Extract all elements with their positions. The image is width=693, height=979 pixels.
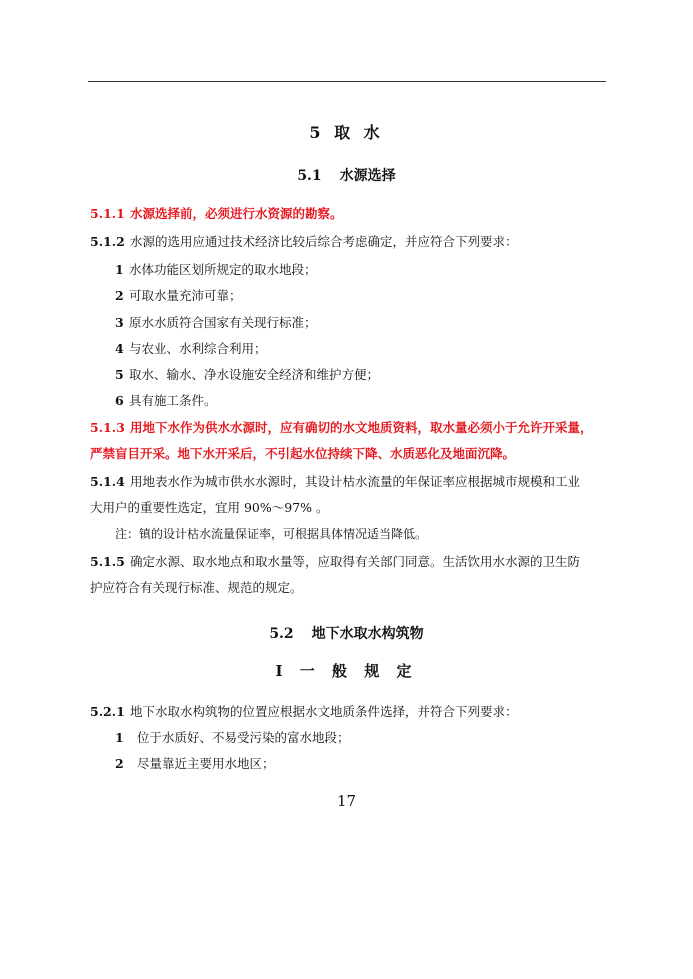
section-heading-5-1 — [0, 165, 693, 185]
section-number: 5.2 — [269, 626, 294, 642]
item-number: 1 — [115, 262, 124, 277]
clause-text: 水源选择前，必须进行水资源的勘察。 — [130, 206, 343, 221]
item-text: 位于水质好、不易受污染的富水地段； — [137, 730, 350, 745]
list-item — [115, 395, 217, 408]
item-number: 5 — [115, 367, 124, 382]
list-item — [115, 290, 242, 303]
list-item — [115, 369, 379, 382]
chapter-title: 5 取 水 — [309, 123, 384, 142]
item-text: 水体功能区划所规定的取水地段； — [129, 262, 317, 277]
clause-text: 用地表水作为城市供水水源时，其设计枯水流量的年保证率应根据城市规模和工业 — [130, 474, 581, 489]
header-rule — [88, 81, 606, 82]
item-number: 2 — [115, 756, 124, 771]
list-item — [115, 343, 267, 356]
list-item — [115, 264, 317, 277]
clause-text: 水源的选用应通过技术经济比较后综合考虑确定，并应符合下列要求： — [130, 234, 518, 249]
clause-number: 5.1.2 — [90, 234, 125, 249]
clause-5-1-3-continued: 严禁盲目开采。地下水开采后，不引起水位持续下降、水质恶化及地面沉降。 — [90, 446, 516, 461]
clause-text: 确定水源、取水地点和取水量等，应取得有关部门同意。生活饮用水水源的卫生防 — [130, 554, 581, 569]
item-number: 1 — [115, 730, 124, 745]
clause-number: 5.1.5 — [90, 554, 125, 569]
item-text: 可取水量充沛可靠； — [129, 288, 242, 303]
item-text: 原水水质符合国家有关现行标准； — [129, 315, 317, 330]
item-number: 4 — [115, 341, 124, 356]
item-text: 尽量靠近主要用水地区； — [137, 756, 275, 771]
clause-5-1-1 — [90, 208, 343, 221]
clause-5-1-4 — [90, 476, 580, 489]
section-number: 5.1 — [297, 168, 322, 184]
clause-5-1-4-continued: 大用户的重要性选定，宜用 90%～97% 。 — [90, 500, 329, 515]
list-item — [115, 758, 275, 771]
section-heading-5-2 — [0, 623, 693, 643]
item-number: 2 — [115, 288, 124, 303]
clause-number: 5.1.1 — [90, 206, 125, 221]
list-item — [115, 732, 350, 745]
subsection-heading: Ⅰ 一 般 规 定 — [275, 662, 418, 680]
section-title-text: 水源选择 — [339, 168, 396, 184]
item-number: 6 — [115, 393, 124, 408]
clause-5-1-3 — [90, 422, 593, 435]
item-number: 3 — [115, 315, 124, 330]
clause-note: 注：镇的设计枯水流量保证率，可根据具体情况适当降低。 — [115, 527, 428, 541]
item-text: 具有施工条件。 — [129, 393, 217, 408]
page-number: 17 — [336, 792, 357, 810]
item-text: 取水、输水、净水设施安全经济和维护方便； — [129, 367, 380, 382]
clause-text: 地下水取水构筑物的位置应根据水文地质条件选择，并符合下列要求： — [130, 704, 518, 719]
item-text: 与农业、水利综合利用； — [129, 341, 267, 356]
list-item — [115, 317, 317, 330]
clause-number: 5.1.4 — [90, 474, 125, 489]
clause-text: 用地下水作为供水水源时，应有确切的水文地质资料，取水量必须小于允许开采量， — [130, 420, 593, 435]
clause-number: 5.1.3 — [90, 420, 125, 435]
clause-5-1-2 — [90, 236, 518, 249]
clause-number: 5.2.1 — [90, 704, 125, 719]
clause-5-1-5 — [90, 556, 580, 569]
section-title-text: 地下水取水构筑物 — [311, 626, 424, 642]
clause-5-1-5-continued: 护应符合有关现行标准、规范的规定。 — [90, 580, 303, 595]
clause-5-2-1 — [90, 706, 518, 719]
